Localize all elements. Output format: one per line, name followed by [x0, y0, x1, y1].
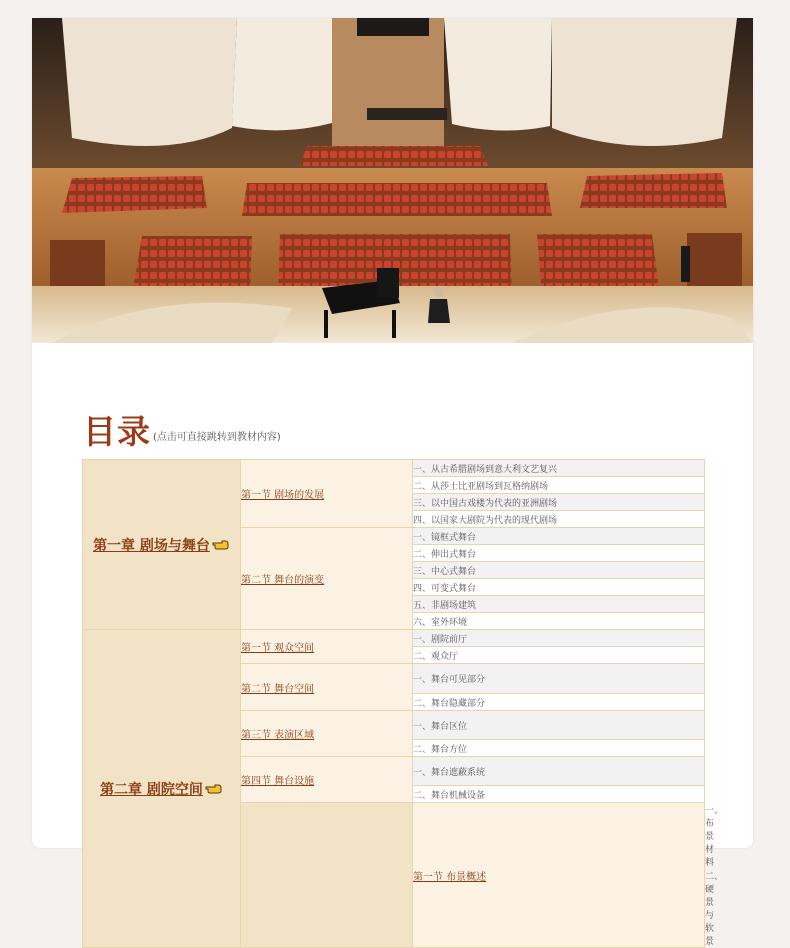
section-3-1 — [413, 803, 705, 948]
section-1-2 — [241, 528, 413, 630]
toc-item[interactable]: 一、从古希腊剧场到意大利文艺复兴 — [413, 460, 705, 477]
section-1-1-link[interactable]: 第一节 剧场的发展 — [241, 490, 325, 501]
section-2-2 — [241, 664, 413, 711]
chapter-2 — [83, 630, 241, 948]
toc-item[interactable]: 一、舞台可见部分 — [413, 664, 705, 694]
toc-item[interactable]: 五、非剧场建筑 — [413, 596, 705, 613]
section-2-3-link[interactable]: 第三节 表演区域 — [241, 730, 315, 741]
toc-hint: (点击可直接跳转到教材内容) — [153, 432, 281, 443]
toc-item[interactable]: 三、中心式舞台 — [413, 562, 705, 579]
toc-item[interactable]: 四、可变式舞台 — [413, 579, 705, 596]
section-3-1-link[interactable]: 第一节 布景概述 — [413, 871, 487, 883]
section-1-1 — [241, 460, 413, 528]
toc-item[interactable]: 一、剧院前厅 — [413, 630, 705, 647]
section-2-1-link[interactable]: 第一节 观众空间 — [241, 643, 315, 654]
toc-item[interactable]: 二、观众厅 — [413, 647, 705, 664]
section-2-3 — [241, 711, 413, 757]
section-1-2-link[interactable]: 第二节 舞台的演变 — [241, 575, 325, 586]
section-2-2-link[interactable]: 第二节 舞台空间 — [241, 683, 315, 695]
chapter-3 — [241, 803, 413, 948]
toc-table: 第一章 剧场与舞台 第一节 剧场的发展 一、从古希腊剧场到意大利文艺复兴 二、从莎士比亚剧场到瓦格纳剧场 三、以中国古戏楼为代表的亚洲剧场 四、以国家大剧院为代表的现代剧场 第二节 舞台的演变 一、镜框式舞台 二、伸出式舞台 三、中心式舞台 四、可变式舞台 五、非剧场建筑 六、室外环境 第二章 剧院空间 第一节 观众空间 一、剧院前厅 二、观众厅 第二节 舞台空间 一、舞台可见部分 二、舞台隐藏部分 第三节 表演区域 一、舞台区位 二、舞台方位 第四节 舞台设施 一、舞台遮蔽系统 二、舞台机械设备 第一节 布景概述 一、布景材料 二、硬景与软景 — [82, 459, 705, 948]
section-2-1 — [241, 630, 413, 664]
toc-item[interactable]: 三、以中国古戏楼为代表的亚洲剧场 — [413, 494, 705, 511]
pointing-hand-icon — [205, 782, 223, 798]
toc-item[interactable]: 二、舞台机械设备 — [413, 786, 705, 803]
toc-item[interactable]: 六、室外环境 — [413, 613, 705, 630]
pointing-hand-icon — [212, 538, 230, 554]
toc-item[interactable]: 一、舞台遮蔽系统 — [413, 757, 705, 786]
concert-hall-image — [32, 18, 753, 343]
toc-item[interactable]: 二、舞台方位 — [413, 740, 705, 757]
toc-item[interactable]: 四、以国家大剧院为代表的现代剧场 — [413, 511, 705, 528]
toc-item[interactable]: 二、从莎士比亚剧场到瓦格纳剧场 — [413, 477, 705, 494]
toc-item[interactable]: 二、伸出式舞台 — [413, 545, 705, 562]
content-card — [32, 18, 753, 947]
chapter-1 — [83, 460, 241, 630]
toc-item[interactable]: 一、舞台区位 — [413, 711, 705, 740]
section-2-4-link[interactable]: 第四节 舞台设施 — [241, 776, 315, 787]
toc-item[interactable]: 二、舞台隐藏部分 — [413, 694, 705, 711]
section-2-4 — [241, 757, 413, 803]
toc-title: 目录 — [83, 412, 151, 451]
chapter-2-link[interactable]: 第二章 剧院空间 — [100, 781, 203, 798]
toc-item[interactable]: 一、镜框式舞台 — [413, 528, 705, 545]
chapter-1-link[interactable]: 第一章 剧场与舞台 — [93, 537, 210, 554]
